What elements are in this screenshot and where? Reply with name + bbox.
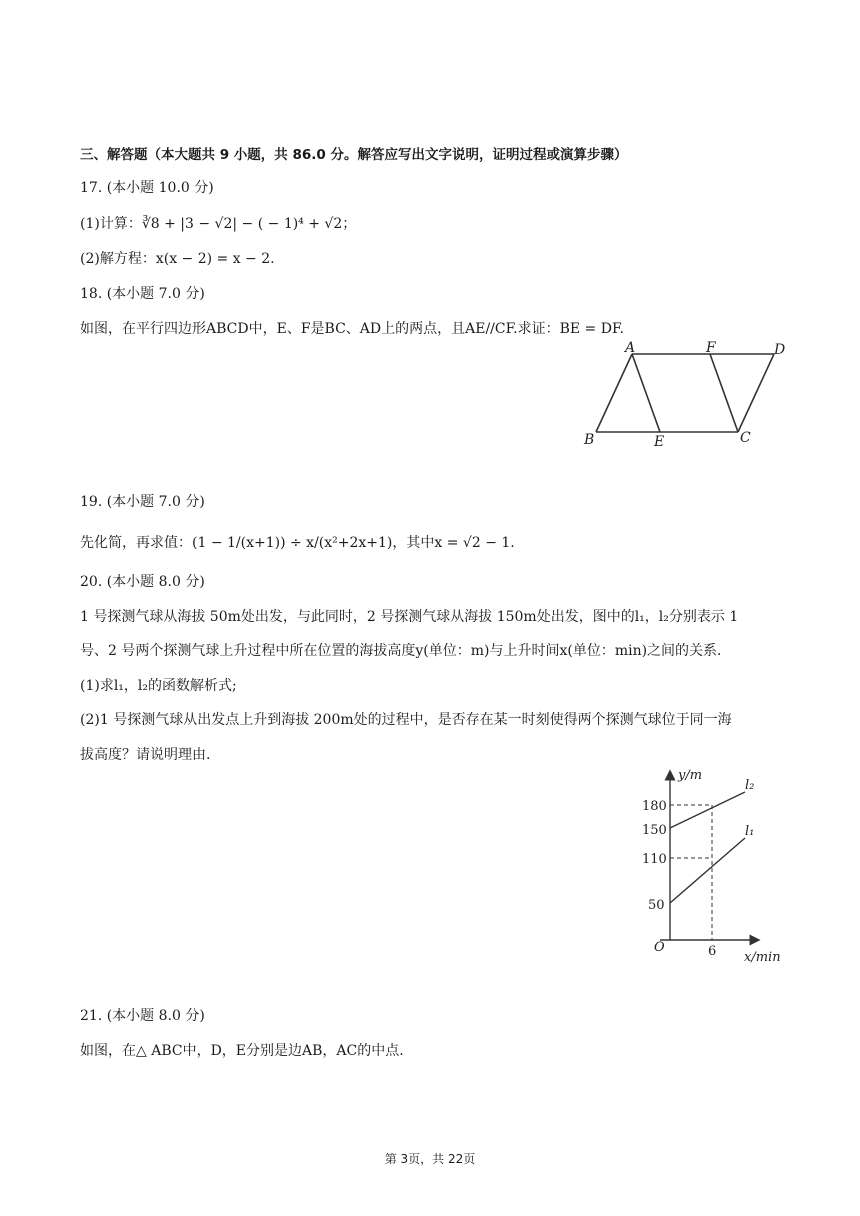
q17-header: 17. (本小题 10.0 分) [80,180,214,196]
section-title: 三、解答题（本大题共 9 小题，共 86.0 分。解答应写出文字说明，证明过程或演算步骤） [80,147,628,163]
q20-line1: 1 号探测气球从海拔 50m处出发，与此同时，2 号探测气球从海拔 150m处出发，图中的l₁，l₂分别表示 1 [80,609,739,625]
parallelogram-figure [580,340,790,455]
x-axis-label: x/min [744,950,781,965]
y-tick-150: 150 [642,823,667,838]
y-tick-180: 180 [642,799,667,814]
q19-text: 先化简，再求值：(1 − 1/(x+1)) ÷ x/(x²+2x+1)，其中x = √2 − 1. [80,535,515,551]
q18-header: 18. (本小题 7.0 分) [80,286,205,302]
line-l2 [670,792,745,828]
l2-label: l₂ [745,778,755,793]
q20-part1: (1)求l₁，l₂的函数解析式; [80,678,237,694]
q17-part2: (2)解方程：x(x − 2) = x − 2. [80,251,275,267]
page-footer: 第 3页，共 22页 [384,1152,476,1166]
q20-part2-line1: (2)1 号探测气球从出发点上升到海拔 200m处的过程中，是否存在某一时刻使得两个探测气球位于同一海 [80,712,732,728]
y-tick-110: 110 [642,852,667,867]
x-tick-6: 6 [708,944,717,959]
label-c: C [740,430,751,446]
segment-fc [710,354,738,432]
q21-text: 如图，在△ ABC中，D，E分别是边AB，AC的中点. [80,1043,404,1059]
label-d: D [774,342,786,358]
edge-ab [596,354,632,432]
q17-part1: (1)计算：∛8 + |3 − √2| − ( − 1)⁴ + √2； [80,216,357,232]
q20-line2: 号、2 号两个探测气球上升过程中所在位置的海拔高度y(单位：m)与上升时间x(单位：min)之间的关系. [80,643,722,659]
y-axis-label: y/m [678,768,703,783]
edge-dc [738,354,774,432]
label-a: A [625,340,636,356]
q20-header: 20. (本小题 8.0 分) [80,574,205,590]
segment-ae [632,354,660,432]
line-l1 [670,838,745,903]
q20-part2-line2: 拔高度？请说明理由. [80,747,211,763]
q21-header: 21. (本小题 8.0 分) [80,1008,205,1024]
origin-label: O [654,940,665,955]
balloon-graph [630,765,805,970]
q19-header: 19. (本小题 7.0 分) [80,494,205,510]
label-b: B [584,432,595,448]
label-e: E [654,434,665,450]
q18-text: 如图，在平行四边形ABCD中，E、F是BC、AD上的两点，且AE//CF.求证：BE = DF. [80,321,624,337]
l1-label: l₁ [745,824,755,839]
label-f: F [706,340,716,356]
y-tick-50: 50 [648,898,665,913]
